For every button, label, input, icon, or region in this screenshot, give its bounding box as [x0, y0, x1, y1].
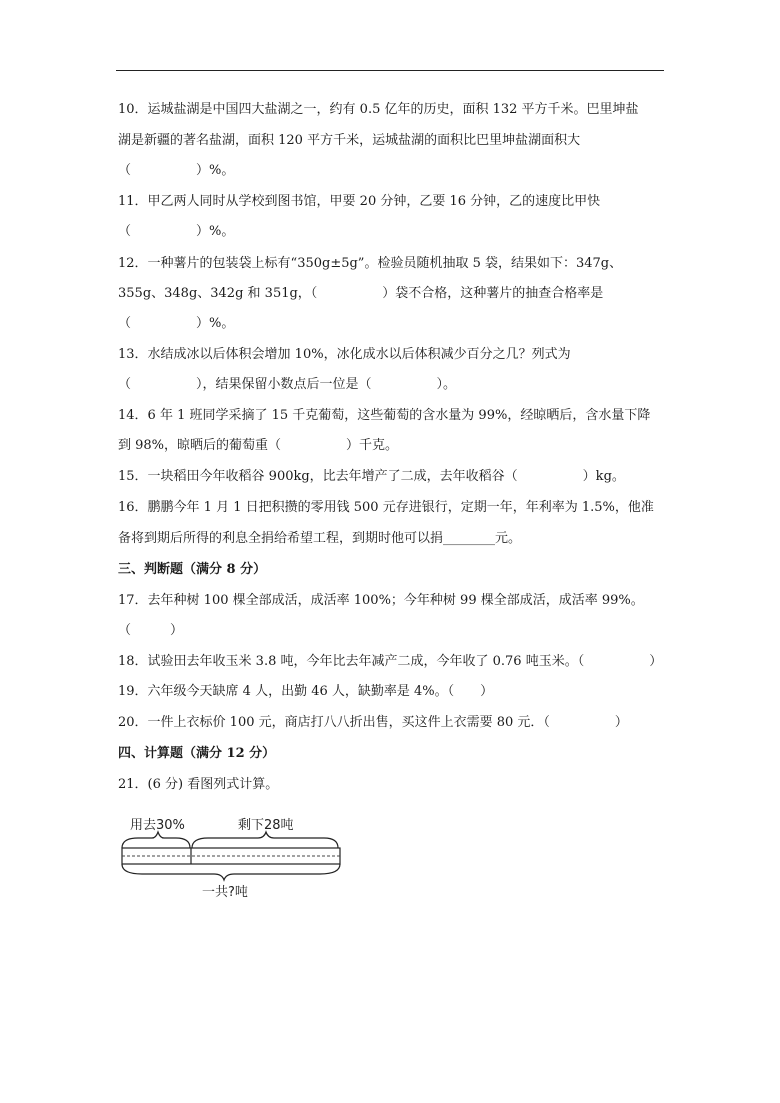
q16-line2: 备将到期后所得的利息全捐给希望工程，到期时他可以捐________元。 [118, 531, 522, 546]
q14-line2: 到 98%，晾晒后的葡萄重（ ）千克。 [118, 438, 399, 453]
diagram-remain-label: 剩下28吨 [238, 818, 294, 833]
section-heading-calculation: 四、计算题（满分 12 分） [118, 746, 276, 761]
diagram-total-label: 一共?吨 [202, 885, 248, 900]
q10-line3: （ ）%。 [118, 163, 235, 178]
q14-line1: 14．6 年 1 班同学采摘了 15 千克葡萄，这些葡萄的含水量为 99%，经晾晒后，含水量下降 [118, 408, 651, 423]
q21-line1: 21．(6 分) 看图列式计算。 [118, 777, 279, 792]
q12-line1: 12．一种薯片的包装袋上标有“350g±5g”。检验员随机抽取 5 袋，结果如下：347g、 [118, 256, 623, 271]
total-brace [122, 864, 340, 880]
q13-line1: 13．水结成冰以后体积会增加 10%，冰化成水以后体积减少百分之几？列式为 [118, 347, 571, 362]
q18-line1: 18．试验田去年收玉米 3.8 吨，今年比去年减产二成，今年收了 0.76 吨玉米。（ ） [118, 654, 663, 669]
q15-line1: 15．一块稻田今年收稻谷 900kg，比去年增产了二成，去年收稻谷（ ）kg。 [118, 469, 625, 484]
q16-line1: 16．鹏鹏今年 1 月 1 日把积攒的零用钱 500 元存进银行，定期一年，年利率为 1.5%，他准 [118, 500, 654, 515]
q19-line1: 19．六年级今天缺席 4 人，出勤 46 人，缺勤率是 4%。（ ） [118, 684, 494, 699]
q11-line1: 11．甲乙两人同时从学校到图书馆，甲要 20 分钟，乙要 16 分钟，乙的速度比甲快 [118, 194, 601, 209]
q17-line2: （ ） [118, 623, 184, 638]
used-brace [122, 832, 190, 848]
section-heading-judgement: 三、判断题（满分 8 分） [118, 562, 267, 577]
diagram-used-label: 用去30% [130, 818, 185, 833]
q13-line2: （ ），结果保留小数点后一位是（ ）。 [118, 377, 457, 392]
q12-line3: （ ）%。 [118, 316, 235, 331]
segment-diagram [118, 812, 348, 902]
header-rule [116, 70, 664, 71]
q10-line1: 10．运城盐湖是中国四大盐湖之一，约有 0.5 亿年的历史，面积 132 平方千米。巴里坤盐 [118, 102, 639, 117]
q11-line2: （ ）%。 [118, 224, 235, 239]
q17-line1: 17．去年种树 100 棵全部成活，成活率 100%；今年种树 99 棵全部成活，成活率 99%。 [118, 593, 644, 608]
q10-line2: 湖是新疆的著名盐湖，面积 120 平方千米，运城盐湖的面积比巴里坤盐湖面积大 [118, 133, 581, 148]
q20-line1: 20．一件上衣标价 100 元，商店打八八折出售，买这件上衣需要 80 元．（ ） [118, 715, 628, 730]
q12-line2: 355g、348g、342g 和 351g，（ ）袋不合格，这种薯片的抽查合格率是 [118, 286, 604, 301]
remain-brace [192, 832, 338, 848]
